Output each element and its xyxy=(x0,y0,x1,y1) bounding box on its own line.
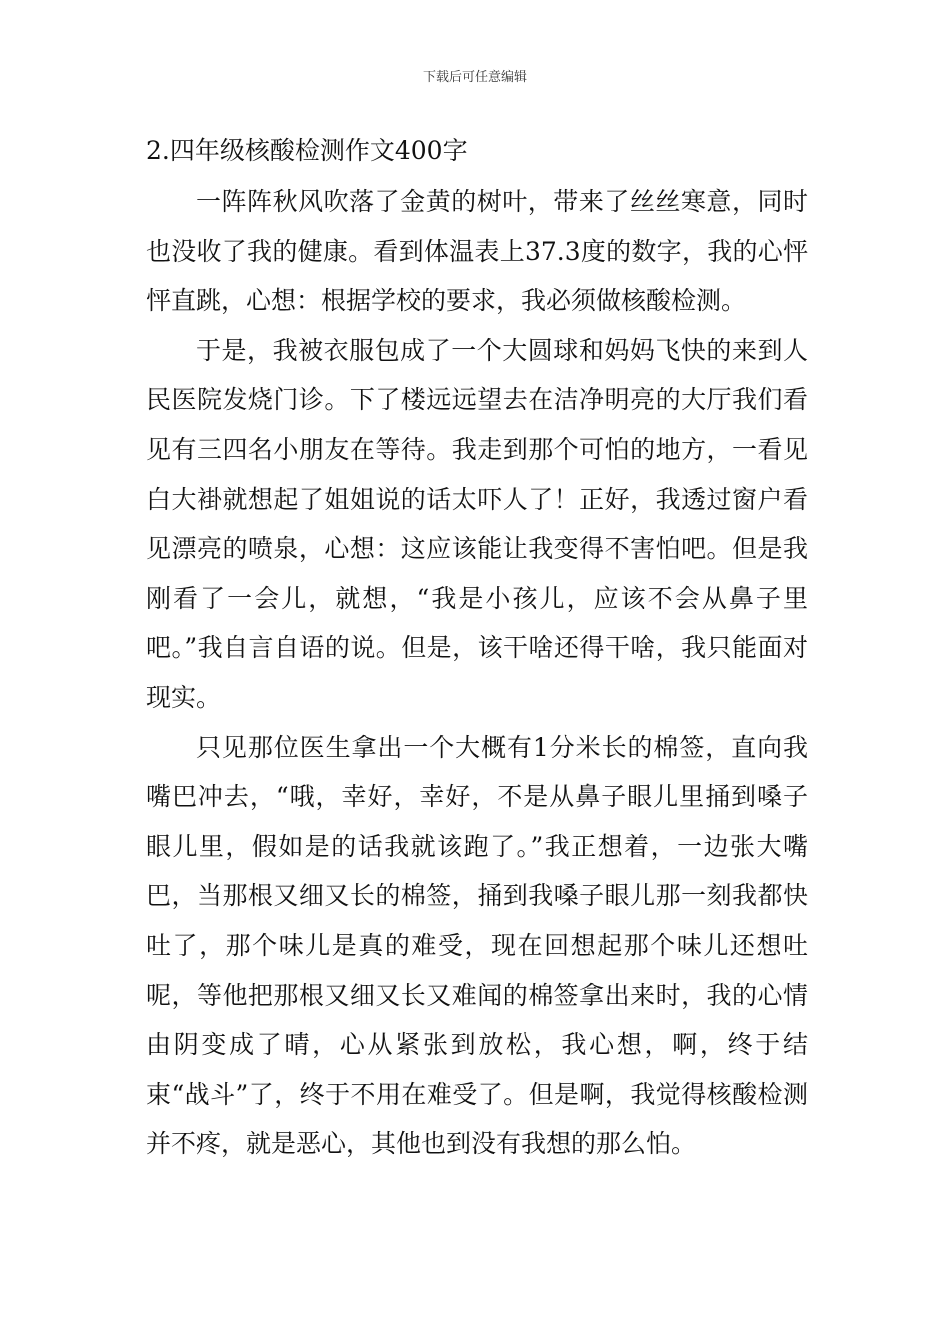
paragraph-1: 一阵阵秋风吹落了金黄的树叶，带来了丝丝寒意，同时也没收了我的健康。看到体温表上37.3度的数字，我的心怦怦直跳，心想：根据学校的要求，我必须做核酸检测。 xyxy=(146,187,808,316)
document-title: 2.四年级核酸检测作文400字 xyxy=(146,136,468,165)
header-note: 下载后可任意编辑 xyxy=(422,70,527,85)
paragraph-2: 于是，我被衣服包成了一个大圆球和妈妈飞快的来到人民医院发烧门诊。下了楼远远望去在洁净明亮的大厅我们看见有三四名小朋友在等待。我走到那个可怕的地方，一看见白大褂就想起了姐姐说的话太吓人了！正好，我透过窗户看见漂亮的喷泉，心想：这应该能让我变得不害怕吧。但是我刚看了一会儿，就想，“我是小孩儿，应该不会从鼻子里吧。”我自言自语的说。但是，该干啥还得干啥，我只能面对现实。 xyxy=(146,335,808,712)
document-body xyxy=(146,128,808,1169)
paragraph-3: 只见那位医生拿出一个大概有1分米长的棉签，直向我嘴巴冲去，“哦，幸好，幸好，不是从鼻子眼儿里捅到嗓子眼儿里，假如是的话我就该跑了。”我正想着，一边张大嘴巴，当那根又细又长的棉签，捅到我嗓子眼儿那一刻我都快吐了，那个味儿是真的难受，现在回想起那个味儿还想吐呢，等他把那根又细又长又难闻的棉签拿出来时，我的心情由阴变成了晴，心从紧张到放松，我心想，啊，终于结束“战斗”了，终于不用在难受了。但是啊，我觉得核酸检测并不疼，就是恶心，其他也到没有我想的那么怕。 xyxy=(146,732,808,1159)
